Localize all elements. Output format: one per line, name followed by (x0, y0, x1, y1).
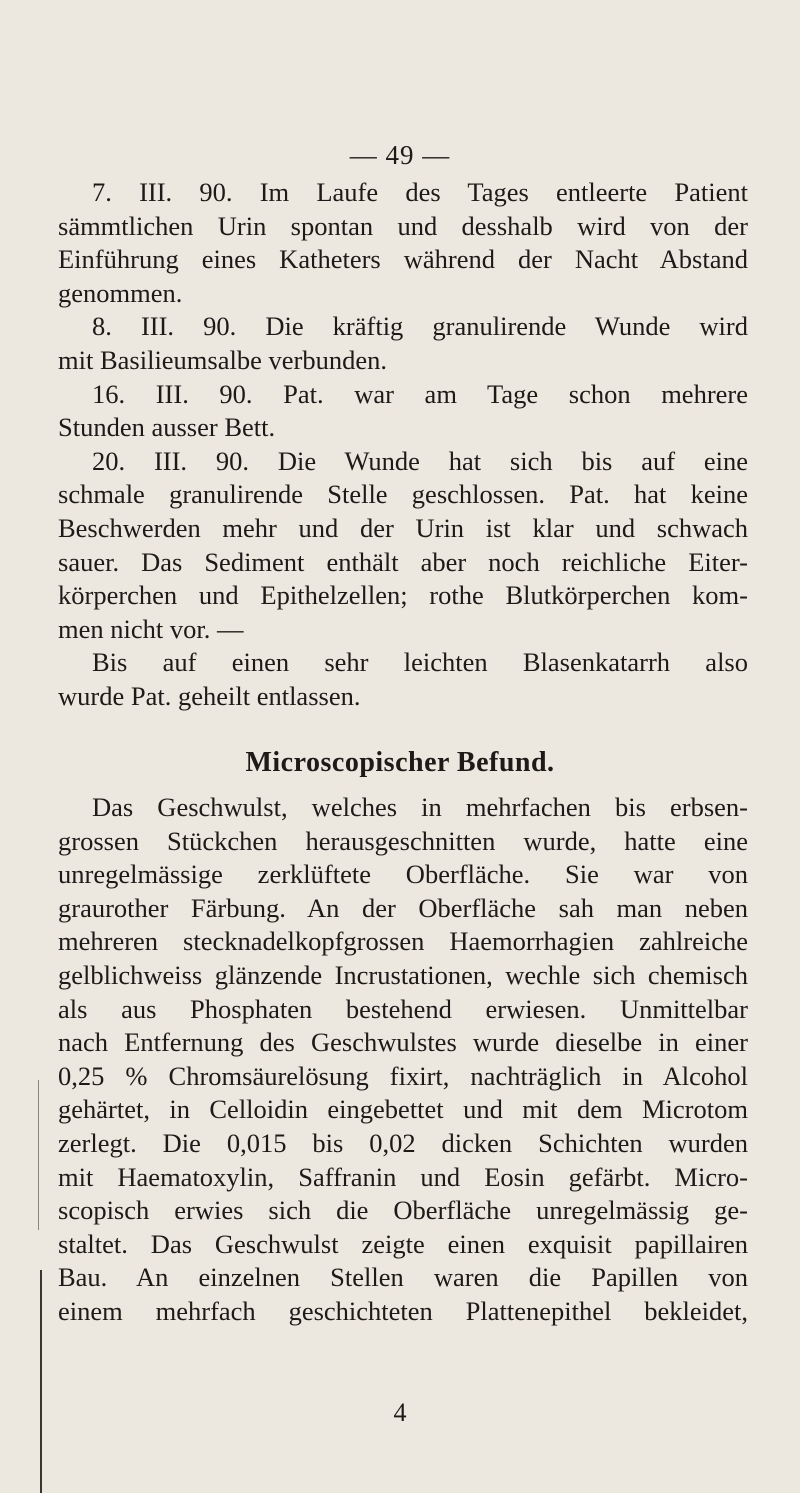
microscopic-findings (58, 791, 748, 1329)
text-line: 8. III. 90. Die kräftig granulirende Wunde wird (92, 311, 748, 342)
text-line: 20. III. 90. Die Wunde hat sich bis auf eine (92, 445, 748, 476)
text-line: Beschwerden mehr und der Urin ist klar und schwach (58, 512, 748, 543)
page-edge-shadow (38, 1080, 39, 1230)
text-line: genommen. (58, 277, 183, 308)
text-line: mehreren stecknadelkopfgrossen Haemorrhagien zahlreiche (58, 926, 748, 957)
text-line: wurde Pat. geheilt entlassen. (58, 680, 361, 711)
text-line: nach Entfernung des Geschwulstes wurde dieselbe in einer (58, 1027, 748, 1058)
text-line: Bau. An einzelnen Stellen waren die Papillen von (58, 1262, 748, 1293)
text-line: schmale granulirende Stelle geschlossen. Pat. hat keine (58, 479, 748, 510)
text-line: zerlegt. Die 0,015 bis 0,02 dicken Schichten wurden (58, 1127, 748, 1158)
text-line: Einführung eines Katheters während der Nacht Abstand (58, 244, 748, 275)
text-line: als aus Phosphaten bestehend erwiesen. Unmittelbar (58, 993, 748, 1024)
text-line: Das Geschwulst, welches in mehrfachen bis erbsen- (92, 792, 748, 822)
text-line: graurother Färbung. An der Oberfläche sah man neben (58, 892, 748, 923)
text-line: Bis auf einen sehr leichten Blasenkatarrh also (92, 647, 748, 678)
text-line: gelblichweiss glänzende Incrustationen, wechle sich chemisch (58, 959, 748, 990)
text-line: sämmtlichen Urin spontan und desshalb wird von der (58, 210, 748, 241)
section-heading: Microscopischer Befund. (245, 747, 555, 778)
text-line: mit Basilieumsalbe verbunden. (58, 344, 387, 375)
text-line: scopisch erwies sich die Oberfläche unregelmässig ge- (58, 1195, 748, 1226)
text-line: mit Haematoxylin, Saffranin und Eosin gefärbt. Micro- (58, 1161, 748, 1192)
text-line: 7. III. 90. Im Laufe des Tages entleerte Patient (92, 177, 748, 207)
page-number: — 49 — (349, 140, 451, 170)
signature-mark: 4 (393, 1398, 407, 1427)
text-line: 16. III. 90. Pat. war am Tage schon mehrere (92, 378, 748, 409)
text-line: sauer. Das Sediment enthält aber noch reichliche Eiter- (58, 546, 748, 577)
diary-entries (58, 176, 748, 714)
text-line: Stunden ausser Bett. (58, 412, 276, 443)
text-line: körperchen und Epithelzellen; rothe Blutkörperchen kom- (58, 580, 748, 611)
page-edge-shadow (40, 1270, 42, 1493)
text-line: men nicht vor. — (58, 613, 244, 644)
text-line: einem mehrfach geschichteten Plattenepithel bekleidet, (58, 1295, 748, 1326)
text-line: grossen Stückchen herausgeschnitten wurde, hatte eine (58, 825, 748, 856)
text-line: gehärtet, in Celloidin eingebettet und mit dem Microtom (58, 1094, 748, 1125)
text-line: unregelmässige zerklüftete Oberfläche. Sie war von (58, 859, 748, 890)
text-line: 0,25 % Chromsäurelösung fixirt, nachträglich in Alcohol (58, 1060, 748, 1091)
text-line: staltet. Das Geschwulst zeigte einen exquisit papillairen (58, 1228, 748, 1259)
